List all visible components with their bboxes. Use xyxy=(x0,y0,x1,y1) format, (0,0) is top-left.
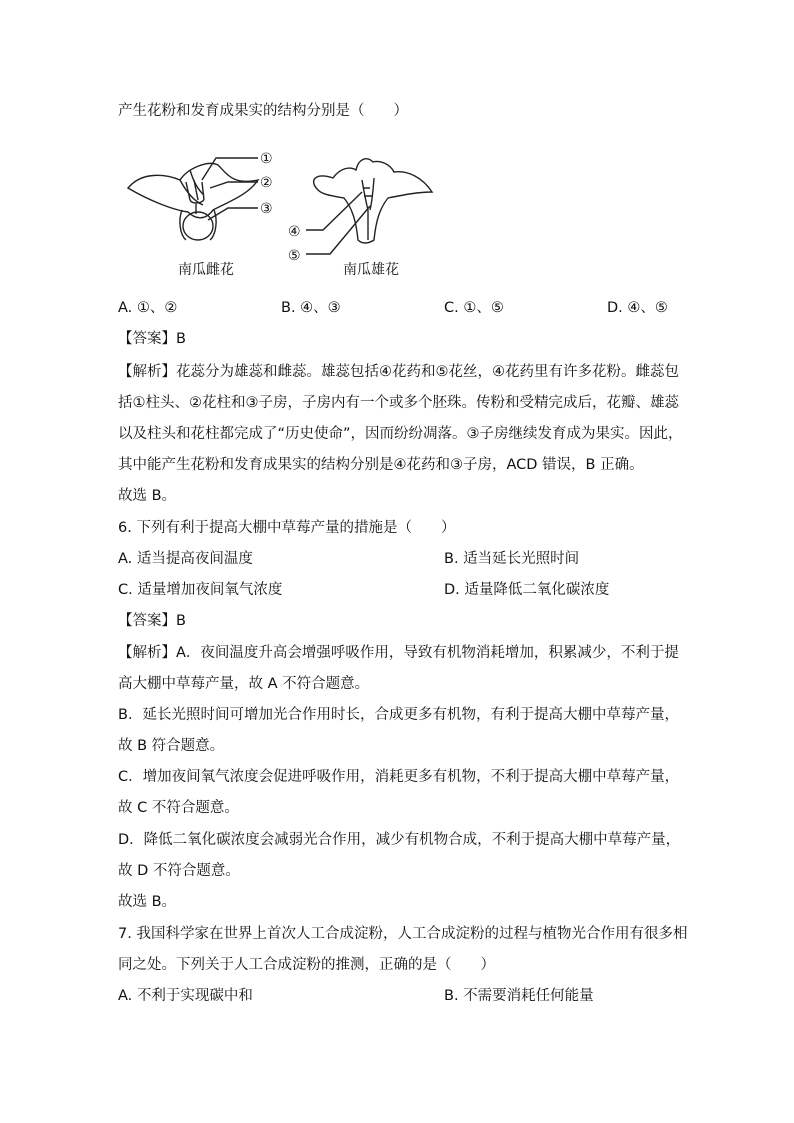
q7-stem-line-1: 7. 我国科学家在世界上首次人工合成淀粉，人工合成淀粉的过程与植物光合作用有很多相 xyxy=(118,926,688,942)
q5-option-b: B. ④、③ xyxy=(281,300,341,316)
q6-option-c: C. 适量增加夜间氧气浓度 xyxy=(118,582,283,598)
q5-conclusion: 故选 B。 xyxy=(118,488,177,504)
q6-conclusion: 故选 B。 xyxy=(118,894,177,910)
male-flower-drawing xyxy=(314,159,432,243)
q6-analysis-line-6: 故 C 不符合题意。 xyxy=(118,800,239,816)
q6-option-d: D. 适量降低二氧化碳浓度 xyxy=(444,582,610,598)
q6-analysis-line-1 xyxy=(118,643,679,663)
q5-option-d: D. ④、⑤ xyxy=(607,300,668,316)
q6-analysis-text-1: A．夜间温度升高会增强呼吸作用，导致有机物消耗增加，积累减少，不利于提 xyxy=(176,645,679,661)
flower-figure xyxy=(118,140,458,280)
q7-option-b: B. 不需要消耗任何能量 xyxy=(444,988,594,1004)
caption-female: 南瓜雌花 xyxy=(178,262,234,278)
q6-analysis-line-4: 故 B 符合题意。 xyxy=(118,738,225,754)
q5-answer: 【答案】B xyxy=(118,331,186,347)
q5-analysis-line-1 xyxy=(118,362,679,382)
q5-stem: 产生花粉和发育成果实的结构分别是（ ） xyxy=(118,103,408,119)
q6-analysis-label: 【解析】 xyxy=(118,645,176,661)
q5-analysis-label: 【解析】 xyxy=(118,364,176,380)
q7-option-a: A. 不利于实现碳中和 xyxy=(118,988,253,1004)
q6-option-a: A. 适当提高夜间温度 xyxy=(118,551,253,567)
label-1: ① xyxy=(260,151,273,167)
label-2: ② xyxy=(260,175,273,191)
label-5: ⑤ xyxy=(288,248,301,264)
q5-analysis-line-2: 括①柱头、②花柱和③子房，子房内有一个或多个胚珠。传粉和受精完成后，花瓣、雄蕊 xyxy=(118,395,679,411)
q6-stem: 6. 下列有利于提高大棚中草莓产量的措施是（ ） xyxy=(118,520,456,536)
caption-male: 南瓜雄花 xyxy=(343,262,399,278)
q5-option-c: C. ①、⑤ xyxy=(444,300,504,316)
female-flower-drawing xyxy=(128,163,258,240)
q6-answer: 【答案】B xyxy=(118,613,186,629)
q7-stem-line-2: 同之处。下列关于人工合成淀粉的推测，正确的是（ ） xyxy=(118,957,495,973)
q6-analysis-line-7: D．降低二氧化碳浓度会减弱光合作用，减少有机物合成，不利于提高大棚中草莓产量， xyxy=(118,832,681,848)
label-4: ④ xyxy=(288,224,301,240)
q5-option-a: A. ①、② xyxy=(118,300,178,316)
q5-analysis-text-1: 花蕊分为雄蕊和雌蕊。雄蕊包括④花药和⑤花丝，④花药里有许多花粉。雌蕊包 xyxy=(176,364,679,380)
label-3: ③ xyxy=(260,201,273,217)
q6-analysis-line-5: C．增加夜间氧气浓度会促进呼吸作用，消耗更多有机物，不利于提高大棚中草莓产量， xyxy=(118,769,680,785)
q6-analysis-line-8: 故 D 不符合题意。 xyxy=(118,863,240,879)
q6-analysis-line-2: 高大棚中草莓产量，故 A 不符合题意。 xyxy=(118,676,370,692)
q6-analysis-line-3: B．延长光照时间可增加光合作用时长，合成更多有机物，有利于提高大棚中草莓产量， xyxy=(118,707,679,723)
q5-analysis-line-3: 以及柱头和花柱都完成了“历史使命”，因而纷纷凋落。③子房继续发育成为果实。因此， xyxy=(118,426,683,442)
q6-option-b: B. 适当延长光照时间 xyxy=(444,551,580,567)
q5-analysis-line-4: 其中能产生花粉和发育成果实的结构分别是④花药和③子房，ACD 错误，B 正确。 xyxy=(118,457,644,473)
